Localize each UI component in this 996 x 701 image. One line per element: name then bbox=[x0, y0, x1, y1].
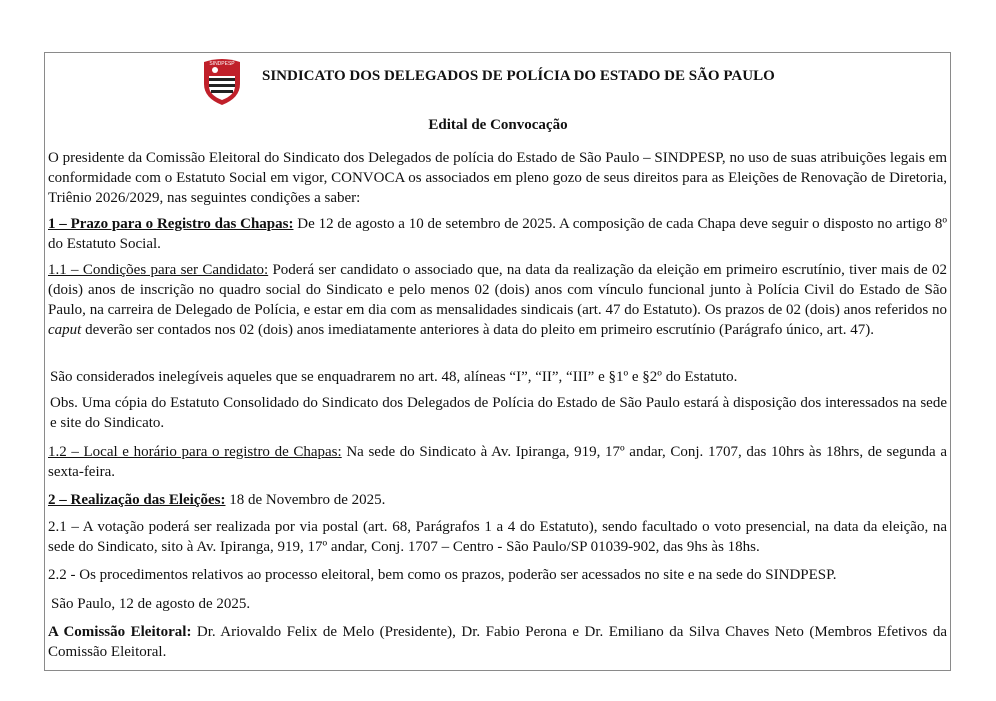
commission-text: Dr. Ariovaldo Felix de Melo (Presidente), Dr. Fabio Perona e Dr. Emiliano da Silva Chaves Neto (Membros Efetivos da Comissão Eleitoral. bbox=[48, 624, 947, 660]
org-name: SINDICATO DOS DELEGADOS DE POLÍCIA DO ESTADO DE SÃO PAULO bbox=[262, 68, 775, 84]
intro-paragraph: O presidente da Comissão Eleitoral do Sindicato dos Delegados de polícia do Estado de São Paulo – SINDPESP, no uso de suas atribuições legais em conformidade com o Estatuto Social em vigor, CONVOCA os associados em pleno gozo de seus direitos para as Eleições de Renovação de Diretoria, Triênio 2026/2029, nas seguintes condições a saber: bbox=[48, 150, 947, 206]
caput-italic: caput bbox=[48, 322, 82, 338]
section-2-heading: 2 – Realização das Eleições: bbox=[48, 492, 226, 508]
commission-heading: A Comissão Eleitoral: bbox=[48, 624, 192, 640]
section-1-heading: 1 – Prazo para o Registro das Chapas: bbox=[48, 216, 294, 232]
section-2-1: 2.1 – A votação poderá ser realizada por via postal (art. 68, Parágrafos 1 a 4 do Estatuto), sendo facultado o voto presencial, na data da eleição, na sede do Sindicato, sito à Av. Ipiranga, 919, 17º andar, Conj. 1707 – Centro - São Paulo/SP 01039-902, das 9hs às 18hs. bbox=[48, 519, 947, 555]
document-title: Edital de Convocação bbox=[428, 117, 568, 133]
section-1-1 bbox=[48, 260, 947, 340]
section-1-1-heading: 1.1 – Condições para ser Candidato: bbox=[48, 262, 269, 278]
svg-text:SINDPESP: SINDPESP bbox=[209, 61, 235, 67]
section-2 bbox=[48, 490, 947, 510]
section-2-2: 2.2 - Os procedimentos relativos ao processo eleitoral, bem como os prazos, poderão ser acessados no site e na sede do SINDPESP. bbox=[48, 567, 837, 583]
section-1-2 bbox=[48, 442, 947, 482]
section-1-1-text-end: deverão ser contados nos 02 (dois) anos imediatamente anteriores à data do pleito em primeiro escrutínio (Parágrafo único, art. 47). bbox=[81, 322, 874, 338]
section-2-text: 18 de Novembro de 2025. bbox=[225, 492, 386, 508]
obs-paragraph: Obs. Uma cópia do Estatuto Consolidado do Sindicato dos Delegados de Polícia do Estado de São Paulo estará à disposição dos interessados na sede e site do Sindicato. bbox=[50, 395, 947, 431]
section-1-text: De 12 de agosto a 10 de setembro de 2025. A composição de cada Chapa deve seguir o disposto no artigo 8º do Estatuto Social. bbox=[48, 216, 947, 252]
section-1-1-text: Poderá ser candidato o associado que, na data da realização da eleição em primeiro escrutínio, tiver mais de 02 (dois) anos de inscrição no quadro social do Sindicato e pelo menos 02 (dois) anos com vínculo funcional junto à Polícia Civil do Estado de São Paulo, na carreira de Delegado de Polícia, e estar em dia com as mensalidades sindicais (art. 47 do Estatuto). Os prazos de 02 (dois) anos referidos no bbox=[48, 262, 947, 318]
place-date: São Paulo, 12 de agosto de 2025. bbox=[51, 596, 251, 612]
section-1-2-text: Na sede do Sindicato à Av. Ipiranga, 919, 17º andar, Conj. 1707, das 10hrs às 18hrs, de segunda a sexta-feira. bbox=[48, 444, 948, 480]
ineligibility-paragraph: São considerados inelegíveis aqueles que se enquadrarem no art. 48, alíneas “I”, “II”, “III” e §1º e §2º do Estatuto. bbox=[50, 369, 738, 385]
sindpesp-logo bbox=[200, 58, 244, 106]
section-1-2-heading: 1.2 – Local e horário para o registro de Chapas: bbox=[48, 444, 342, 460]
section-1 bbox=[48, 214, 947, 254]
commission-paragraph bbox=[48, 622, 947, 662]
